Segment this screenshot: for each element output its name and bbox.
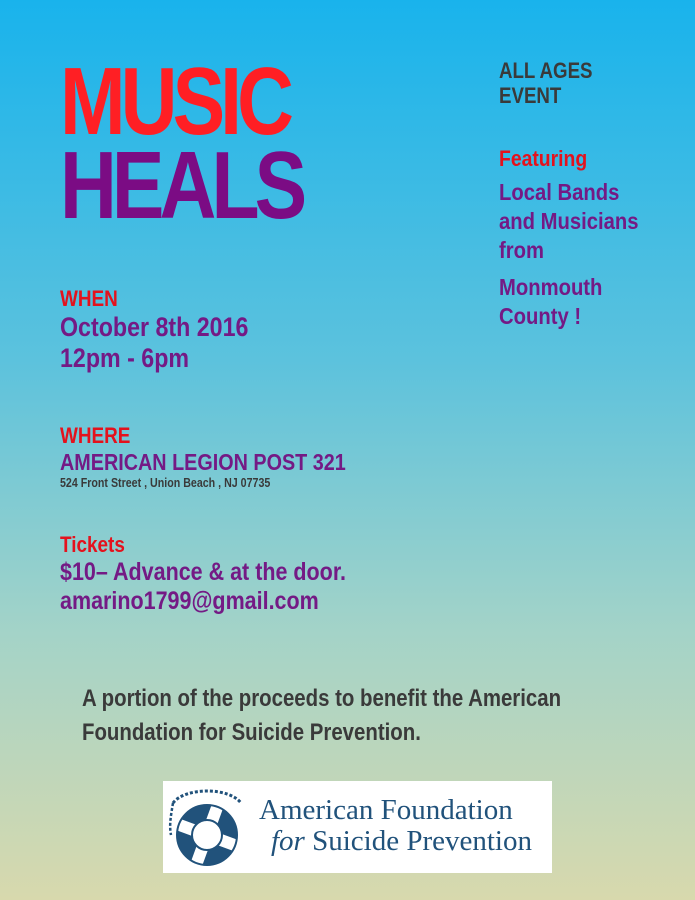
all-ages-line1: ALL AGES [499,58,593,83]
event-date: October 8th 2016 [60,312,249,342]
event-time: 12pm - 6pm [60,343,190,373]
title-music: MUSIC [60,48,290,155]
tickets-label: Tickets [60,532,125,557]
contact-email[interactable]: amarino1799@gmail.com [60,587,319,615]
proceeds-line2: Foundation for Suicide Prevention. [82,719,421,746]
where-label: WHERE [60,423,131,448]
when-section [60,286,279,374]
featured-line: Local Bands [499,179,620,205]
title-heals: HEALS [60,132,303,239]
logo-for: for [271,825,305,857]
tickets-section [60,532,393,616]
logo-line1: American Foundation [259,794,513,826]
featured-line: County ! [499,303,582,329]
when-label: WHEN [60,286,118,311]
venue-address: 524 Front Street , Union Beach , NJ 07735 [60,475,271,490]
featured-line: and Musicians [499,208,639,234]
featured-list [499,178,638,331]
venue-name: AMERICAN LEGION POST 321 [60,449,346,475]
lifering-icon [165,785,249,876]
all-ages-line2: EVENT [499,83,562,108]
logo-line2 [259,826,532,857]
proceeds-statement [82,682,561,750]
ticket-price: $10– Advance & at the door. [60,558,346,586]
featuring-label: Featuring [499,146,588,171]
logo-line2-rest: Suicide Prevention [312,825,532,857]
all-ages-label [499,58,634,108]
afsp-logo-text [259,795,532,857]
featured-line: Monmouth [499,274,603,300]
afsp-logo [163,781,552,873]
proceeds-line1: A portion of the proceeds to benefit the American [82,685,562,712]
right-column [499,58,657,331]
featured-line: from [499,237,544,263]
where-section [60,423,392,491]
